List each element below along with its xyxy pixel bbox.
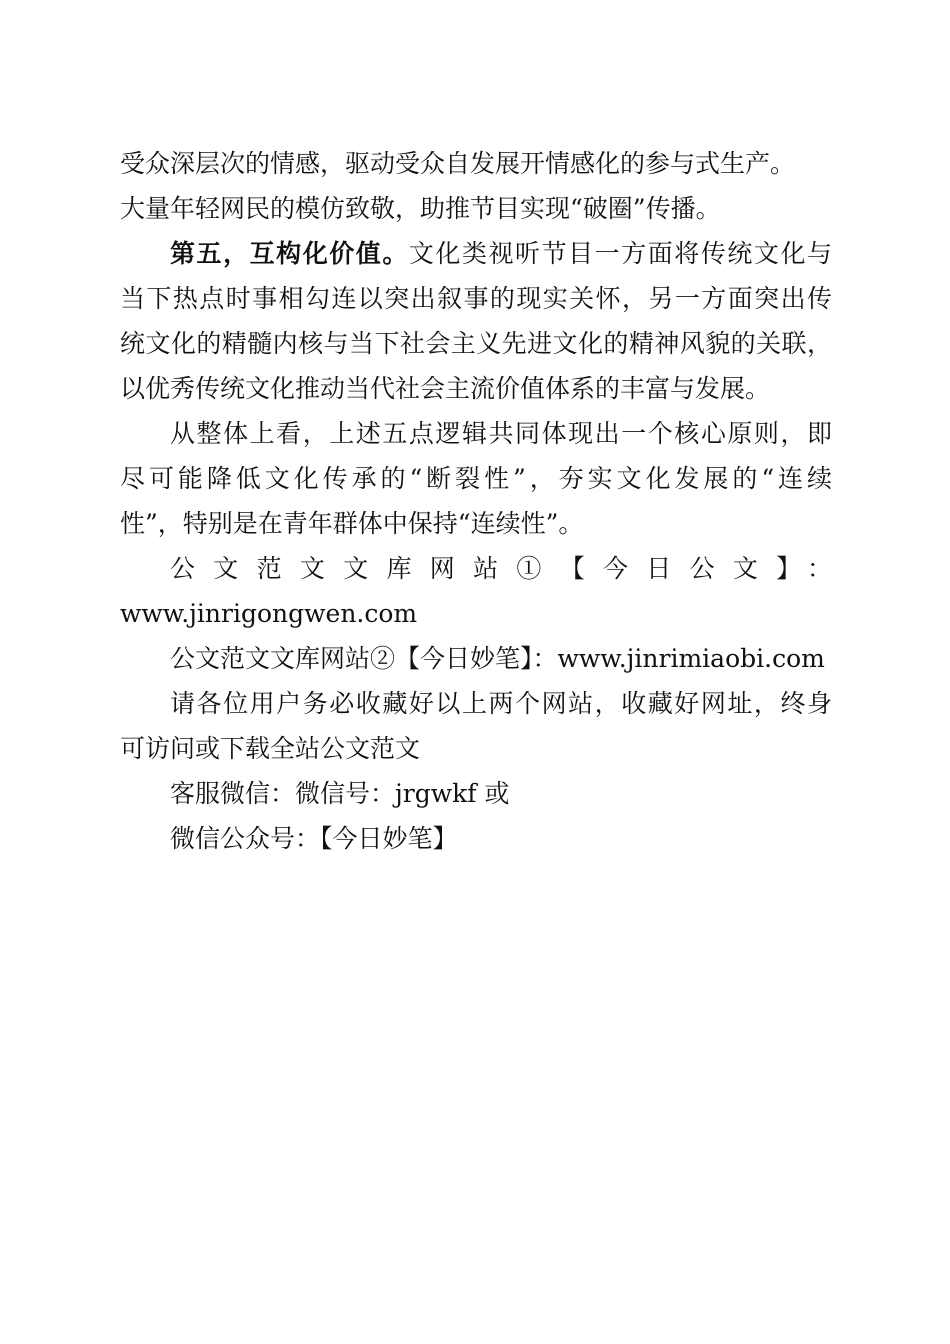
paragraph-2-line-1 [120, 231, 832, 276]
wechat-service-line: 客服微信：微信号：jrgwkf 或 [170, 779, 510, 808]
paragraph-3-line-3: 性”，特别是在青年群体中保持“连续性”。 [120, 509, 584, 538]
notice-line-1: 请各位用户务必收藏好以上两个网站，收藏好网址，终身 [170, 689, 832, 718]
notice-line-2: 可访问或下载全站公文范文 [120, 734, 421, 763]
wechat-official-line: 微信公众号：【今日妙笔】 [170, 824, 458, 853]
paragraph-3-line-1: 从整体上看，上述五点逻辑共同体现出一个核心原则，即 [170, 419, 832, 448]
paragraph-3-line-2: 尽可能降低文化传承的“断裂性”，夯实文化发展的“连续 [120, 464, 832, 493]
paragraph-2-line-4: 以优秀传统文化推动当代社会主流价值体系的丰富与发展。 [120, 374, 771, 403]
document-body [120, 141, 832, 861]
paragraph-1-line-2: 大量年轻网民的模仿致敬，助推节目实现“破圈”传播。 [120, 194, 721, 223]
paragraph-2-line-3: 统文化的精髓内核与当下社会主义先进文化的精神风貌的关联， [120, 329, 832, 358]
site-1-line-1: 公文范文文库网站①【今日公文】： [170, 554, 832, 583]
paragraph-2-line-2: 当下热点时事相勾连以突出叙事的现实关怀，另一方面突出传 [120, 284, 832, 313]
paragraph-1-line-1: 受众深层次的情感，驱动受众自发展开情感化的参与式生产。 [120, 149, 796, 178]
paragraph-2-line-1-rest: 文化类视听节目一方面将传统文化与 [408, 239, 832, 268]
paragraph-2-lead: 第五，互构化价值。 [170, 239, 409, 268]
site-2-line: 公文范文文库网站②【今日妙笔】：www.jinrimiaobi.com [170, 644, 825, 673]
site-1-url: www.jinrigongwen.com [120, 599, 418, 628]
